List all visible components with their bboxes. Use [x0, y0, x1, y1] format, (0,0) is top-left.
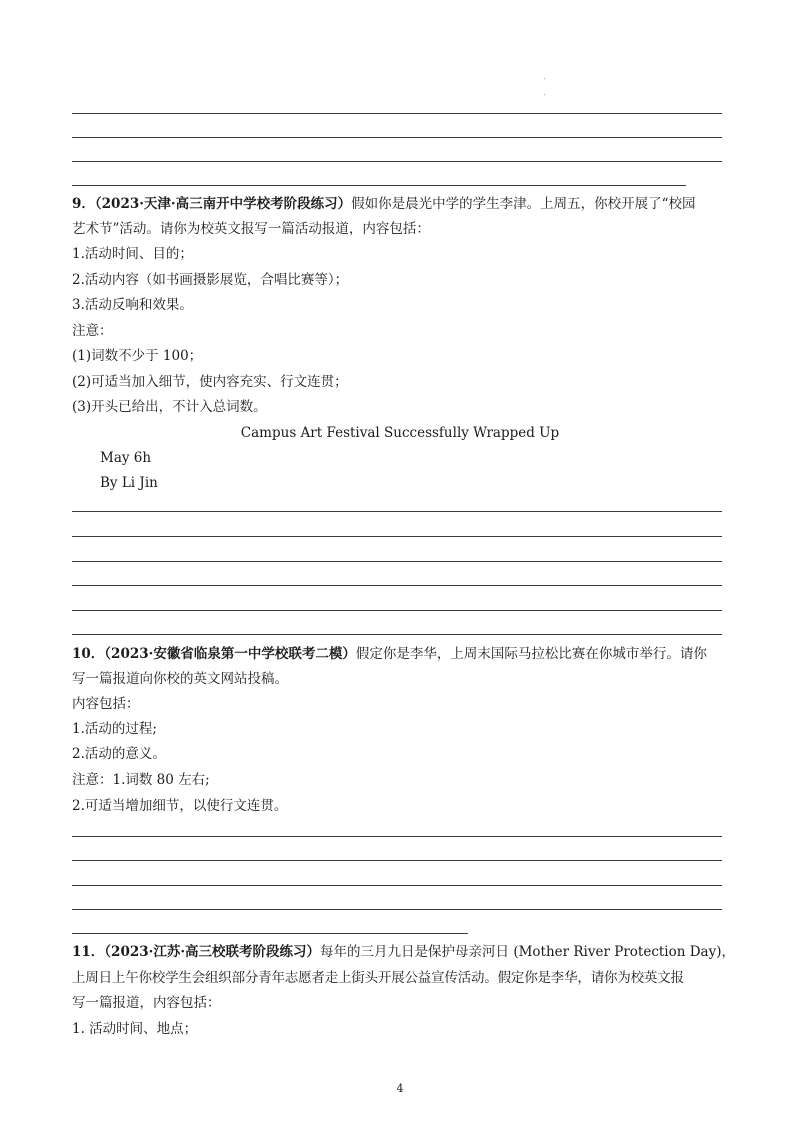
- q9-note-label: 注意：: [72, 323, 113, 339]
- q9-line1: [72, 195, 696, 213]
- q9-number: 9．: [72, 196, 95, 212]
- answer-line: [72, 561, 722, 562]
- q10-line1: [72, 645, 707, 663]
- q11-item: 1. 活动时间、地点；: [72, 1021, 198, 1037]
- answer-line: [72, 536, 722, 537]
- answer-line: [72, 909, 722, 910]
- q11-line2: 上周日上午你校学生会组织部分青年志愿者走上街头开展公益宣传活动。假定你是李华，请你为校英文报: [72, 970, 684, 986]
- q11-source: （2023·江苏·高三校联考阶段练习）: [104, 944, 321, 960]
- q10-note: 注意：1.词数 80 左右;: [72, 772, 210, 788]
- answer-line: [72, 511, 722, 512]
- q11-text: 每年的三月九日是保护母亲河日 (Mother River Protection Day)，: [320, 944, 735, 960]
- answer-line: [72, 634, 722, 635]
- mark-dot: .: [543, 88, 546, 97]
- q11-line1: [72, 943, 735, 961]
- answer-line: [72, 836, 722, 837]
- answer-line: [72, 933, 468, 934]
- page-number: 4: [396, 1082, 404, 1095]
- q9-note: (3)开头已给出，不计入总词数。: [72, 399, 267, 415]
- q9-item: 2.活动内容（如书画摄影展览，合唱比赛等）；: [72, 272, 349, 288]
- q11-number: 11．: [72, 944, 105, 960]
- q9-line2: 艺术节”活动。请你为校英文报写一篇活动报道，内容包括：: [72, 221, 430, 237]
- answer-line: [72, 161, 722, 162]
- q9-note: (2)可适当加入细节，使内容充实、行文连贯；: [72, 374, 348, 390]
- q9-date: May 6h: [100, 450, 152, 466]
- q9-text: 假如你是晨光中学的学生李津。上周五，你校开展了“校园: [351, 196, 696, 212]
- q10-line2: 写一篇报道向你校的英文网站投稿。: [72, 671, 288, 687]
- answer-line: [72, 113, 722, 114]
- mark-dot: .: [543, 72, 546, 81]
- answer-line: [72, 137, 722, 138]
- q10-source: （2023·安徽省临泉第一中学校联考二模）: [104, 646, 356, 662]
- answer-line: [72, 860, 722, 861]
- q9-byline: By Li Jin: [100, 475, 158, 491]
- q10-note: 2.可适当增加细节，以使行文连贯。: [72, 798, 288, 814]
- q10-item: 2.活动的意义。: [72, 746, 166, 762]
- answer-line: [72, 610, 722, 611]
- q10-item: 1.活动的过程;: [72, 721, 157, 737]
- q10-number: 10．: [72, 646, 105, 662]
- q10-text: 假定你是李华，上周末国际马拉松比赛在你城市举行。请你: [355, 646, 707, 662]
- q9-essay-title: Campus Art Festival Successfully Wrapped Up: [240, 425, 560, 441]
- q10-content-label: 内容包括：: [72, 696, 140, 712]
- q9-item: 1.活动时间、目的；: [72, 246, 193, 262]
- q9-source: （2023·天津·高三南开中学校考阶段练习）: [94, 196, 352, 212]
- answer-line: [72, 585, 722, 586]
- q9-item: 3.活动反响和效果。: [72, 297, 193, 313]
- answer-line: [72, 885, 722, 886]
- q9-note: (1)词数不少于 100；: [72, 348, 203, 364]
- q11-line3: 写一篇报道，内容包括：: [72, 995, 221, 1011]
- answer-line: [72, 185, 686, 186]
